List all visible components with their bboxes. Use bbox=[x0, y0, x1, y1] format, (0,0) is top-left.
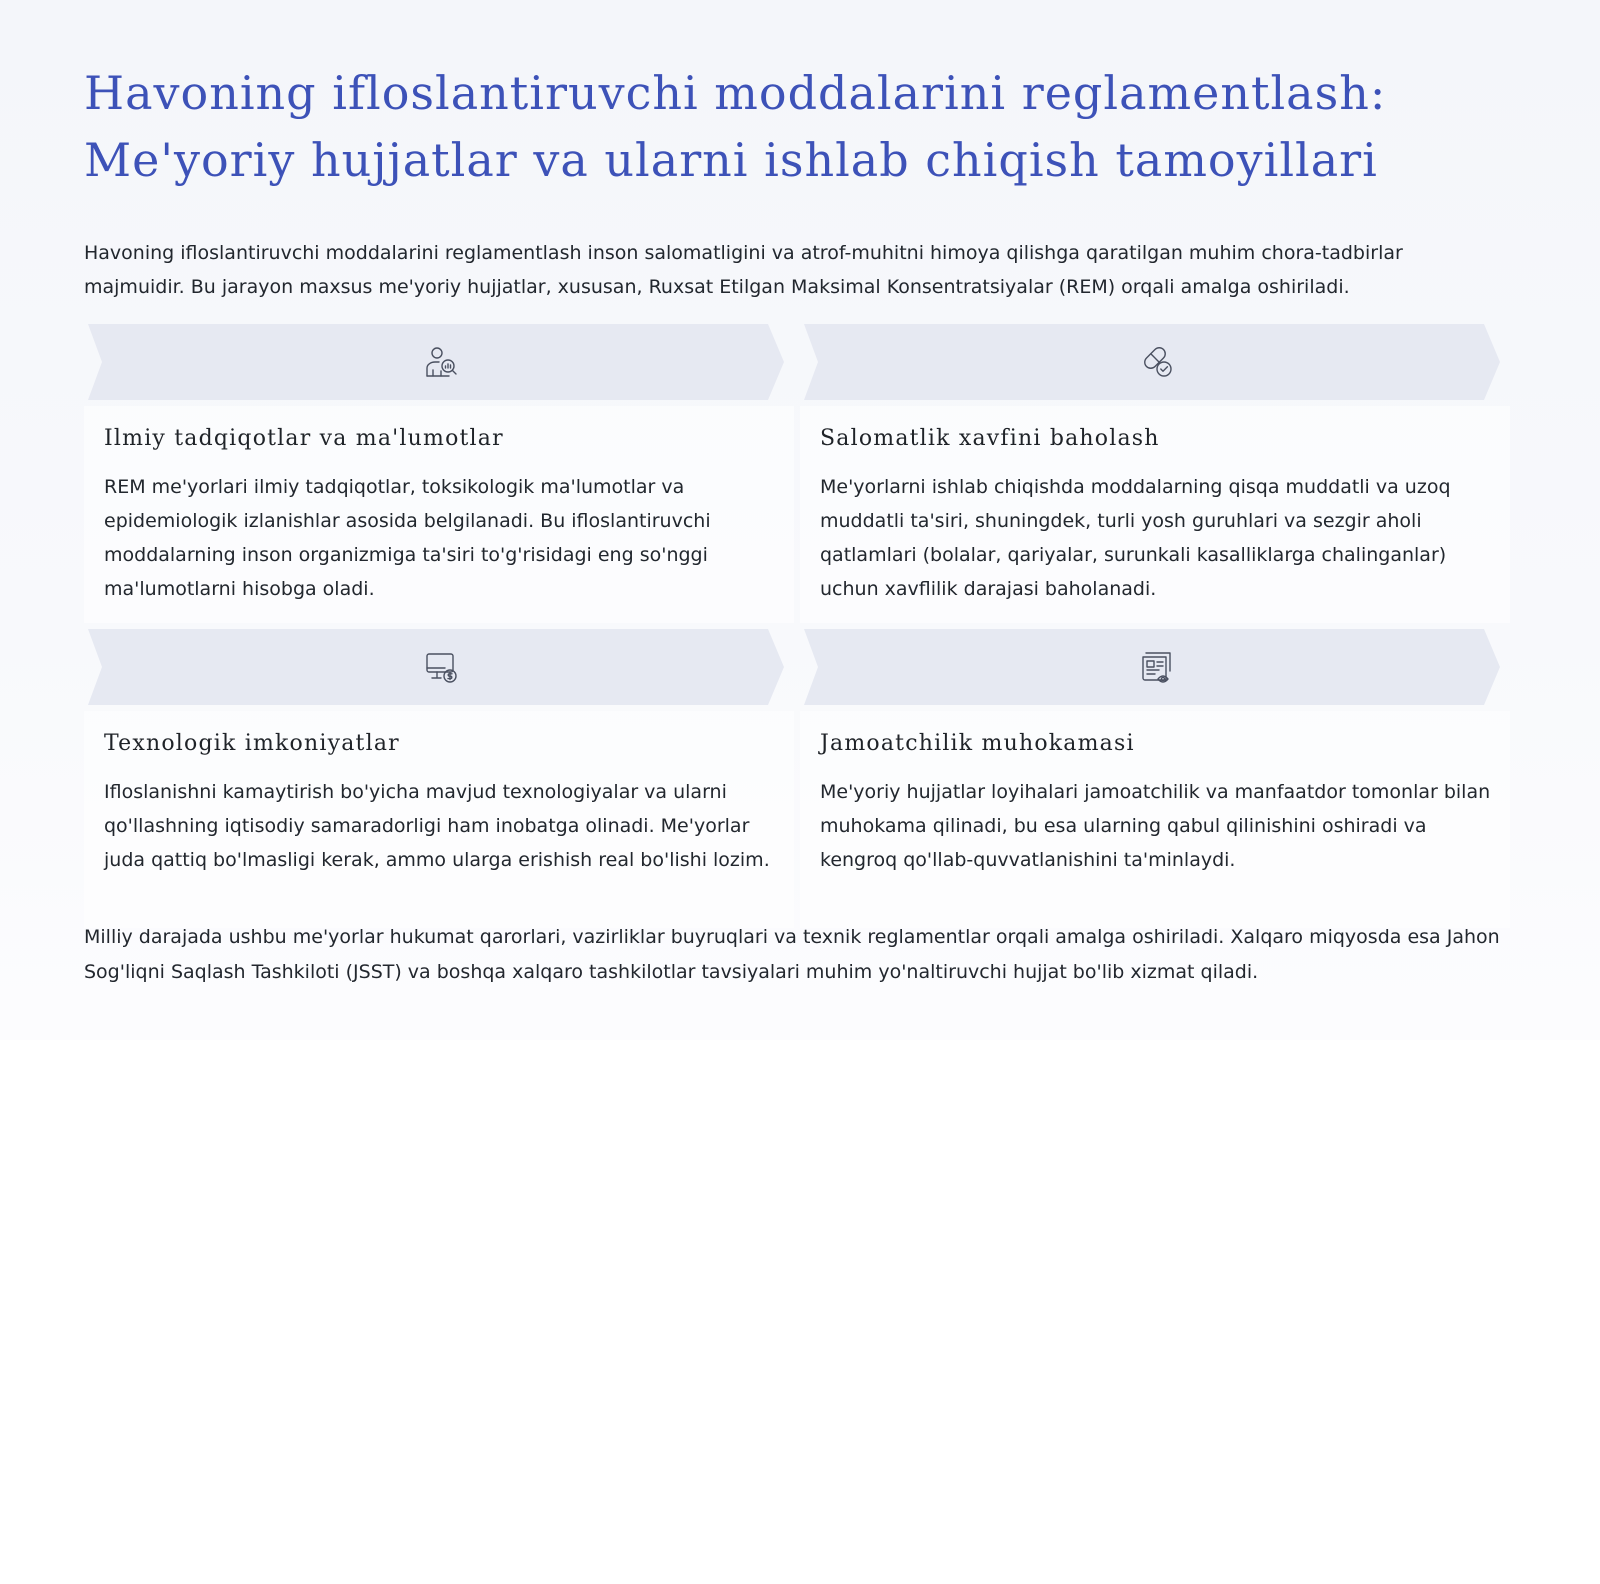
card-title: Jamoatchilik muhokamasi bbox=[820, 731, 1135, 756]
newspaper-eye-icon bbox=[1139, 649, 1175, 685]
card-text: Ifloslanishni kamaytirish bo'yicha mavjud texnologiyalar va ularni qo'llashning iqtisodiy samaradorligi ham inobatga olinadi. Me'yorlar juda qattiq bo'lmasligi kerak, ammo ularga erishish real bo'lishi lozim. bbox=[104, 781, 770, 871]
principles-grid bbox=[84, 318, 1516, 928]
card-body bbox=[800, 711, 1510, 928]
card-banner bbox=[84, 318, 794, 406]
principle-card-technology bbox=[84, 623, 794, 928]
card-banner bbox=[800, 318, 1510, 406]
card-title: Texnologik imkoniyatlar bbox=[104, 731, 400, 756]
principle-card-public-discussion bbox=[800, 623, 1510, 928]
card-title: Ilmiy tadqiqotlar va ma'lumotlar bbox=[104, 426, 504, 451]
page-title: Havoning ifloslantiruvchi moddalarini reglamentlash: Me'yoriy hujjatlar va ularni ishlab chiqish tamoyillari bbox=[84, 66, 1387, 187]
card-text: Me'yoriy hujjatlar loyihalari jamoatchilik va manfaatdor tomonlar bilan muhokama qilinadi, bu esa ularning qabul qilinishini oshiradi va kengroq qo'llab-quvvatlanishini ta'minlaydi. bbox=[820, 781, 1491, 871]
card-body bbox=[84, 406, 794, 623]
card-title: Salomatlik xavfini baholash bbox=[820, 426, 1160, 451]
intro-paragraph: Havoning ifloslantiruvchi moddalarini reglamentlash inson salomatligini va atrof-muhitni himoya qilishga qaratilgan muhim chora-tadbirlar majmuidir. Bu jarayon maxsus me'yoriy hujjatlar, xususan, Ruxsat Etilgan Maksimal Konsentratsiyalar (REM) orqali amalga oshiriladi. bbox=[84, 242, 1403, 298]
researcher-chart-icon bbox=[423, 344, 459, 380]
card-body bbox=[800, 406, 1510, 623]
pill-check-icon bbox=[1139, 344, 1175, 380]
header-section bbox=[84, 60, 1516, 304]
card-banner bbox=[800, 623, 1510, 711]
monitor-dollar-icon bbox=[423, 649, 459, 685]
card-banner bbox=[84, 623, 794, 711]
footer-paragraph: Milliy darajada ushbu me'yorlar hukumat qarorlari, vazirliklar buyruqlari va texnik reglamentlar orqali amalga oshiriladi. Xalqaro miqyosda esa Jahon Sog'liqni Saqlash Tashkiloti (JSST) va boshqa xalqaro tashkilotlar tavsiyalari muhim yo'naltiruvchi hujjat bo'lib xizmat qiladi. bbox=[84, 926, 1500, 983]
card-text: Me'yorlarni ishlab chiqishda moddalarning qisqa muddatli va uzoq muddatli ta'siri, shuningdek, turli yosh guruhlari va sezgir aholi qatlamlari (bolalar, qariyalar, surunkali kasalliklarga chalinganlar) uchun xavflilik darajasi baholanadi. bbox=[820, 476, 1451, 600]
card-text: REM me'yorlari ilmiy tadqiqotlar, toksikologik ma'lumotlar va epidemiologik izlanishlar asosida belgilanadi. Bu ifloslantiruvchi moddalarning inson organizmiga ta'siri to'g'risidagi eng so'nggi ma'lumotlarni hisobga oladi. bbox=[104, 476, 711, 600]
principle-card-research bbox=[84, 318, 794, 623]
principles-row bbox=[84, 623, 1516, 928]
principle-card-health-risk bbox=[800, 318, 1510, 623]
principles-row bbox=[84, 318, 1516, 623]
card-body bbox=[84, 711, 794, 928]
